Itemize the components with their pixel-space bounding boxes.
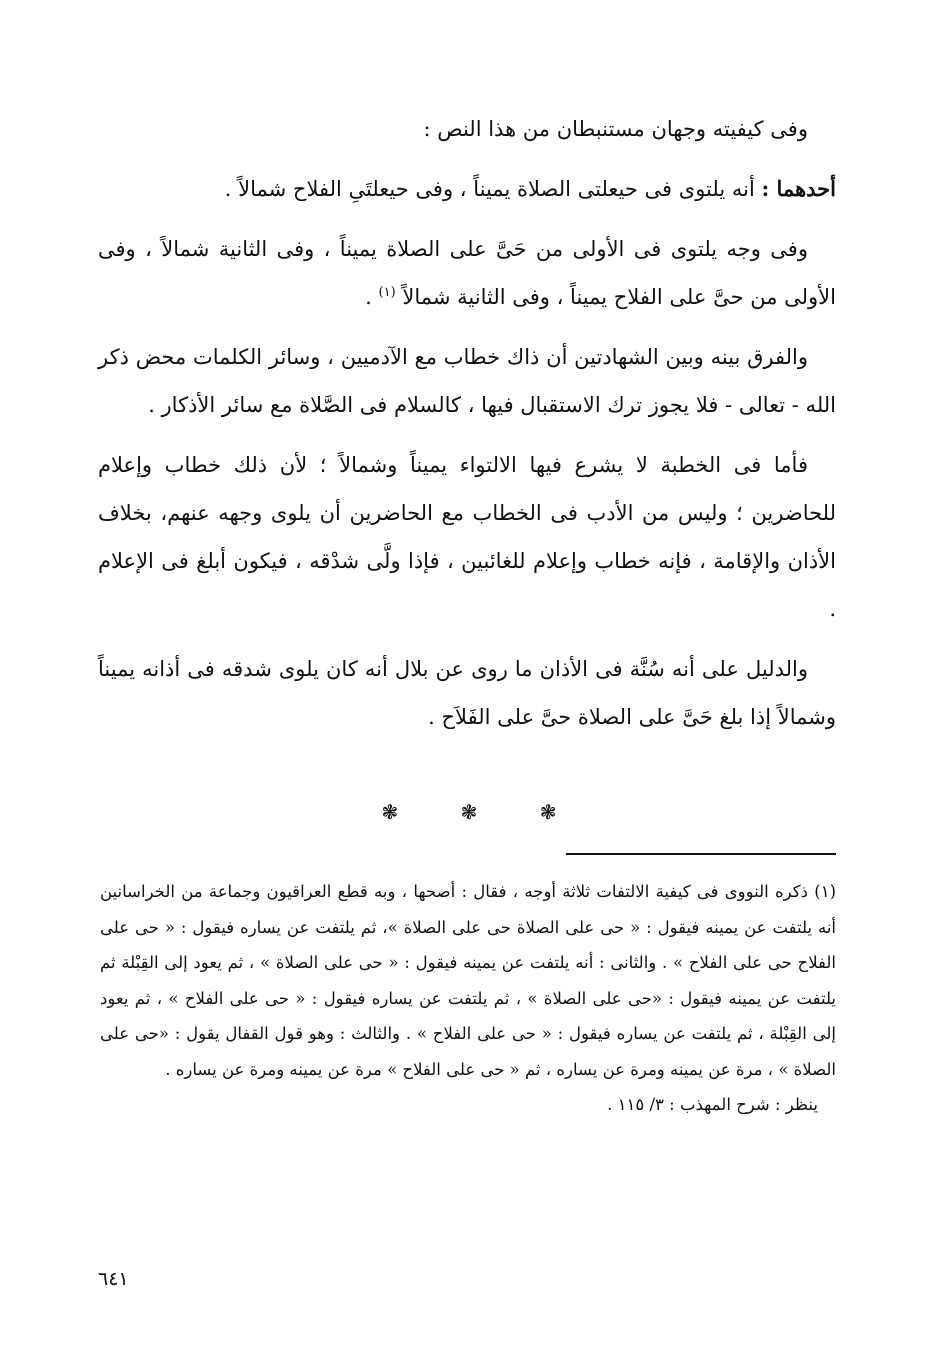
sermon-paragraph: فأما فى الخطبة لا يشرع فيها الالتواء يميناً وشمالاً ؛ لأن ذلك خطاب وإعلام للحاضرين ؛ وليس من الأدب فى الخطاب مع الحاضرين أن يلوى وجهه عنهم، بخلاف الأذان والإقامة ، فإنه خطاب وإعلام للغائبين ، فإذا ولَّى شدْقه ، فيكون أبلغ فى الإعلام . <box>98 453 836 621</box>
intro-line: وفى كيفيته وجهان مستنبطان من هذا النص : <box>423 117 808 141</box>
main-text <box>98 105 836 753</box>
footnote-text: ذكره النووى فى كيفية الالتفات ثلاثة أوجه ، فقال : أصحها ، وبه قطع العراقيون وجماعة من الخراسانين أنه يلتفت عن يمينه فيقول : « حى على الصلاة حى على الصلاة »، ثم يلتفت عن يساره فيقول : « حى على الفلاح حى على الفلاح » . والثانى : أنه يلتفت عن يمينه فيقول : « حى على الصلاة » ، ثم يعود إلى القِبْلة ثم يلتفت عن يمينه فيقول : «حى على الصلاة » ، ثم يلتفت عن يساره فيقول : « حى على الفلاح » ، ثم يعود إلى القِبْلة ، ثم يلتفت عن يساره فيقول : « حى على الفلاح » . والثالث : وهو قول القفال يقول : «حى على الصلاة » ، مرة عن يمينه ومرة عن يساره ، ثم « حى على الفلاح » مرة عن يمينه ومرة عن يساره . <box>100 882 836 1079</box>
footnote-number: (١) <box>814 882 837 901</box>
footnote-reference: ينظر : شرح المهذب : ٣/ ١١٥ . <box>607 1095 818 1114</box>
asterism-star: ❃ <box>460 800 478 824</box>
asterism-star: ❃ <box>539 800 557 824</box>
asterism-star: ❃ <box>381 800 399 824</box>
first-view-label: أحدهما : <box>761 176 836 201</box>
footnote-divider <box>566 853 836 855</box>
difference-paragraph: والفرق بينه وبين الشهادتين أن ذاك خطاب مع الآدميين ، وسائر الكلمات محض ذكر الله - تعالى - فلا يجوز ترك الاستقبال فيها ، كالسلام فى الصَّلاة مع سائر الأذكار . <box>98 345 836 417</box>
first-view-paragraph <box>98 165 836 213</box>
footnote <box>100 874 836 1123</box>
footnote-marker[interactable]: (١) <box>378 285 396 300</box>
second-view-paragraph <box>98 225 836 321</box>
second-view-text: وفى وجه يلتوى فى الأولى من حَىَّ على الصلاة يميناً ، وفى الثانية شمالاً ، وفى الأولى من حىَّ على الفلاح يميناً ، وفى الثانية شمالاً <box>98 237 836 309</box>
section-separator <box>0 800 938 824</box>
evidence-paragraph: والدليل على أنه سُنَّة فى الأذان ما روى عن بلال أنه كان يلوى شدقه فى أذانه يميناً وشمالاً إذا بلغ حَىَّ على الصلاة حىَّ على الفَلاَح . <box>98 657 836 729</box>
footnote-body <box>100 874 836 1087</box>
page-number: ٦٤١ <box>98 1268 129 1290</box>
first-view-text: أنه يلتوى فى حيعلتى الصلاة يميناً ، وفى حيعلتَىِ الفلاح شمالاً . <box>224 177 755 201</box>
second-view-end: . <box>365 285 372 309</box>
